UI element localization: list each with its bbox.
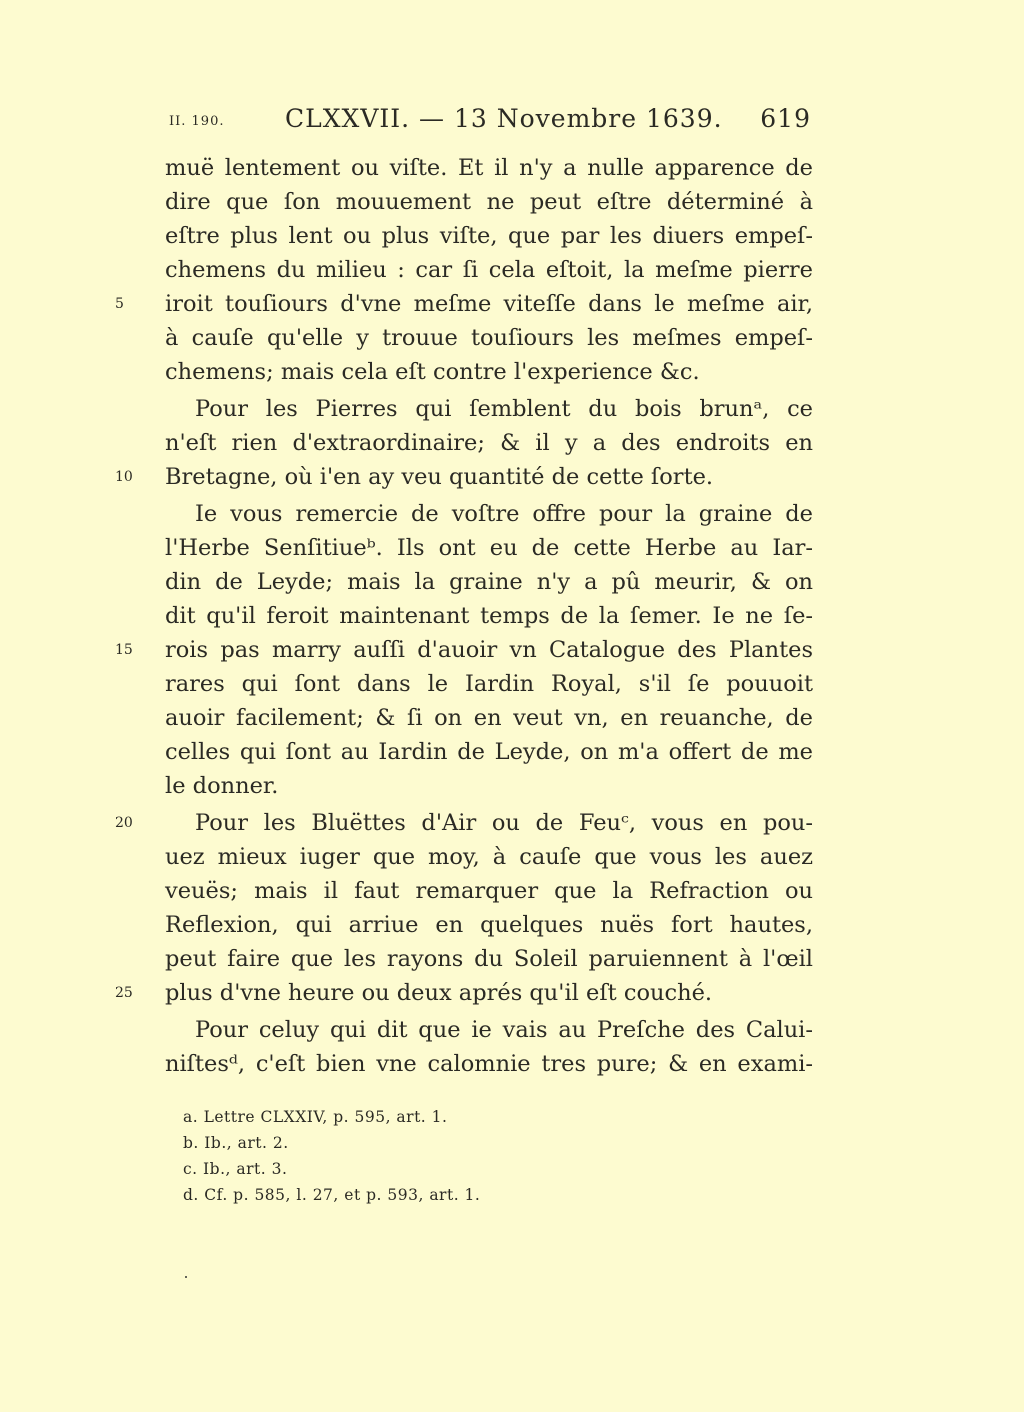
footnote: c. Ib., art. 3.: [183, 1160, 288, 1178]
footnote: a. Lettre CLXXIV, p. 595, art. 1.: [183, 1108, 448, 1126]
line-text: Bretagne, où i'en ay veu quantité de cette ſorte.: [165, 464, 714, 490]
line-text: rois pas marry auſſi d'auoir vn Catalogue des Plantes: [165, 637, 813, 663]
text-line: [165, 1047, 813, 1081]
footnotes: [183, 1104, 683, 1208]
text-line: [165, 253, 813, 287]
line-text: veuës; mais il faut remarquer que la Refraction ou: [165, 878, 813, 904]
text-line: [165, 1013, 813, 1047]
line-number: 20: [115, 815, 133, 831]
paper-speck: [185, 1276, 187, 1278]
line-text: rares qui ſont dans le Iardin Royal, s'il ſe pouuoit: [165, 671, 813, 697]
text-line: [165, 735, 813, 769]
line-text: plus d'vne heure ou deux aprés qu'il eſt couché.: [165, 980, 713, 1006]
text-line: [165, 355, 813, 389]
text-line: [165, 840, 813, 874]
text-line: [115, 633, 813, 667]
text-line: [165, 599, 813, 633]
line-text: Reflexion, qui arriue en quelques nuës fort hautes,: [165, 912, 813, 938]
line-text: auoir facilement; & ſi on en veut vn, en reuanche, de: [165, 705, 813, 731]
header-reference: II. 190.: [169, 114, 225, 129]
text-line: [165, 497, 813, 531]
line-text: muë lentement ou viſte. Et il n'y a nulle apparence de: [165, 155, 813, 181]
text-line: [165, 701, 813, 735]
text-line: [165, 185, 813, 219]
text-line: [165, 151, 813, 185]
line-number: 5: [115, 296, 124, 312]
line-text: peut faire que les rayons du Soleil paruiennent à l'œil: [165, 946, 813, 972]
page-number: 619: [760, 104, 811, 133]
line-text: l'Herbe Senſitiueᵇ. Ils ont eu de cette Herbe au Iar-: [165, 535, 813, 561]
letter-body: [115, 151, 813, 1081]
line-text: dire que ſon mouuement ne peut eſtre déterminé à: [165, 189, 813, 215]
text-line: [115, 806, 813, 840]
text-line: [165, 908, 813, 942]
text-line: [165, 392, 813, 426]
text-line: [165, 321, 813, 355]
text-line: [115, 287, 813, 321]
line-text: Ie vous remercie de voſtre offre pour la graine de: [195, 501, 813, 527]
line-text: Pour les Pierres qui ſemblent du bois brunᵃ, ce: [195, 396, 813, 422]
running-header: [165, 100, 813, 144]
line-text: Pour les Bluëttes d'Air ou de Feuᶜ, vous en pou-: [195, 810, 813, 836]
line-text: eſtre plus lent ou plus viſte, que par les diuers empeſ-: [165, 223, 813, 249]
line-number: 15: [115, 642, 133, 658]
header-title: CLXXVII. — 13 Novembre 1639.: [285, 104, 723, 133]
line-number: 25: [115, 985, 133, 1001]
text-line: [165, 219, 813, 253]
text-line: [165, 531, 813, 565]
line-text: Pour celuy qui dit que ie vais au Preſche des Calui-: [195, 1017, 813, 1043]
line-text: n'eſt rien d'extraordinaire; & il y a des endroits en: [165, 430, 813, 456]
line-text: celles qui ſont au Iardin de Leyde, on m'a offert de me: [165, 739, 813, 765]
line-text: niſtesᵈ, c'eſt bien vne calomnie tres pure; & en exami-: [165, 1051, 813, 1077]
line-text: uez mieux iuger que moy, à cauſe que vous les auez: [165, 844, 813, 870]
line-text: din de Leyde; mais la graine n'y a pû meurir, & on: [165, 569, 813, 595]
line-text: chemens; mais cela eſt contre l'experience &c.: [165, 359, 700, 385]
text-line: [165, 667, 813, 701]
footnote: d. Cf. p. 585, l. 27, et p. 593, art. 1.: [183, 1186, 481, 1204]
footnote: b. Ib., art. 2.: [183, 1134, 289, 1152]
line-text: iroit touſiours d'vne meſme viteſſe dans le meſme air,: [165, 291, 813, 317]
line-text: le donner.: [165, 773, 279, 799]
line-number: 10: [115, 469, 133, 485]
text-line: [115, 460, 813, 494]
text-line: [165, 565, 813, 599]
text-line: [165, 942, 813, 976]
line-text: chemens du milieu : car ſi cela eſtoit, la meſme pierre: [165, 257, 813, 283]
text-line: [115, 976, 813, 1010]
text-line: [165, 426, 813, 460]
text-line: [165, 874, 813, 908]
text-line: [165, 769, 813, 803]
line-text: dit qu'il feroit maintenant temps de la ſemer. Ie ne ſe-: [165, 603, 813, 629]
line-text: à cauſe qu'elle y trouue touſiours les meſmes empeſ-: [165, 325, 813, 351]
